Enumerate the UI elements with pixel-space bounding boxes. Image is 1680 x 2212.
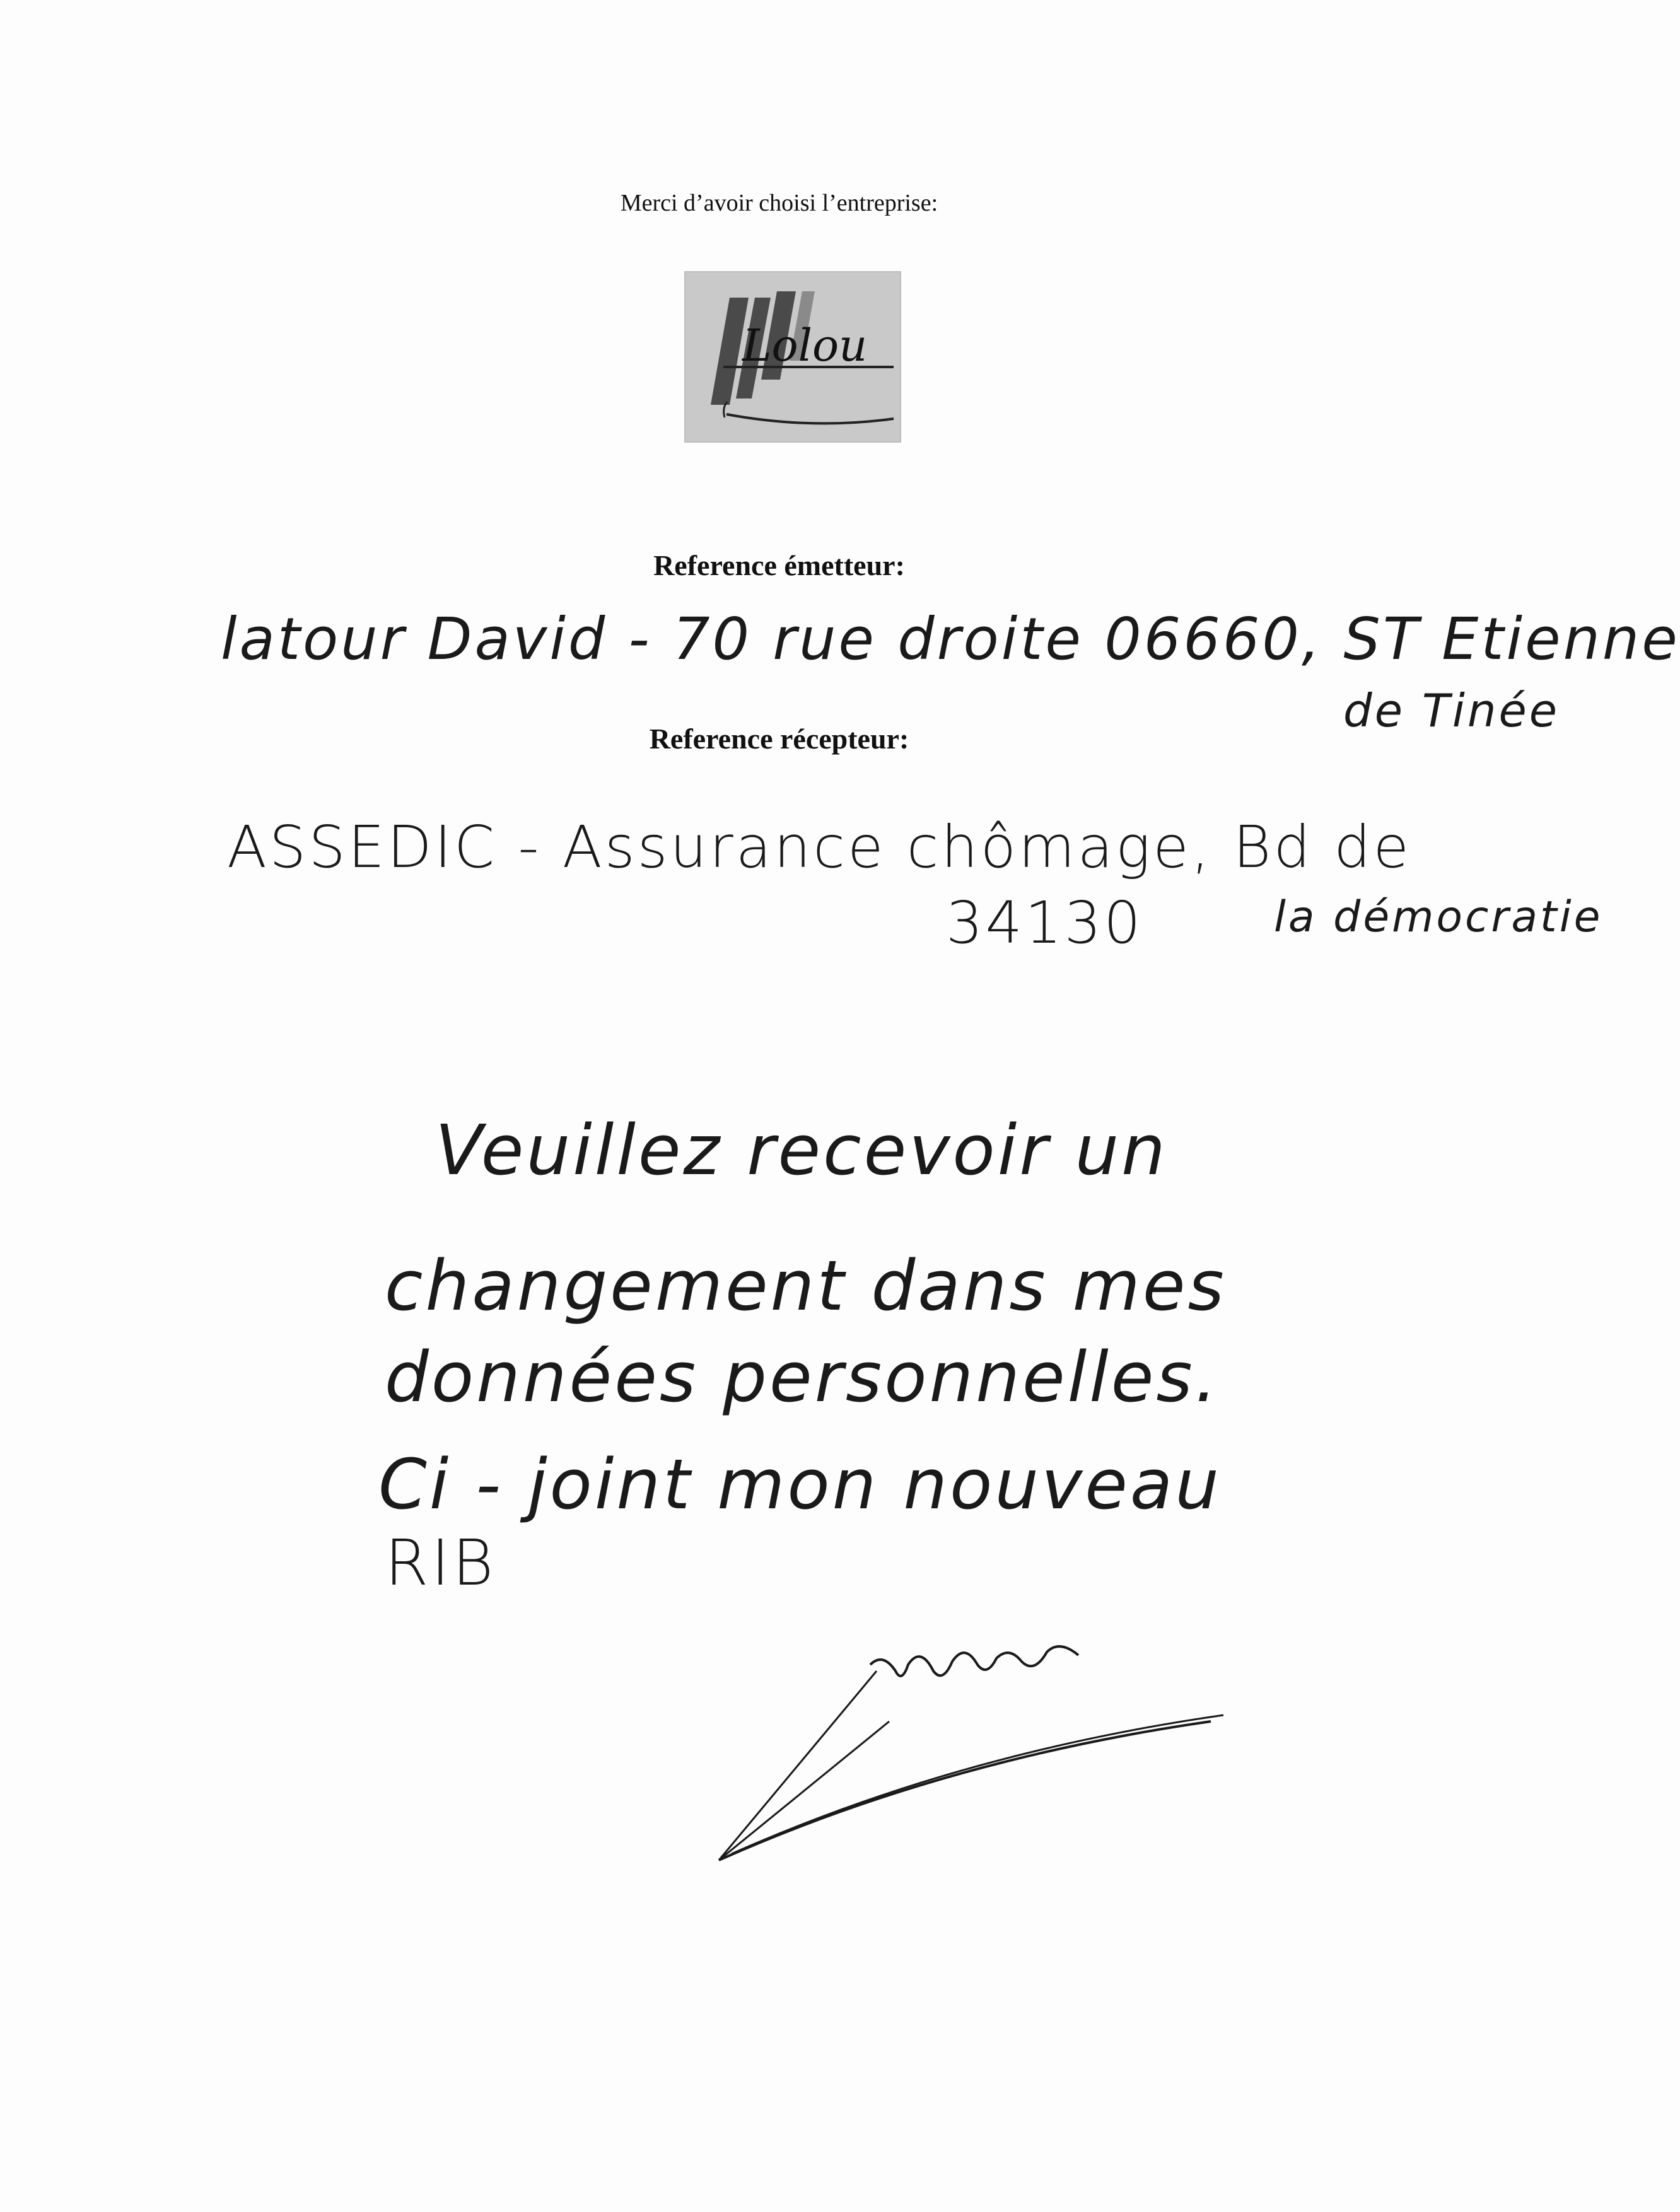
receiver-address-line1: ASSEDIC - Assurance chômage, Bd de <box>227 813 1412 881</box>
message-line3: données personnelles. <box>385 1337 1220 1417</box>
message-line4: Ci - joint mon nouveau <box>378 1444 1222 1525</box>
emitter-address-line2: de Tinée <box>1343 684 1560 737</box>
receiver-postcode: 34130 <box>946 889 1143 957</box>
receiver-heading: Reference récepteur: <box>649 723 909 755</box>
receiver-street: la démocratie <box>1274 892 1603 942</box>
message-line1: Veuillez recevoir un <box>435 1110 1168 1190</box>
company-logo <box>684 271 901 443</box>
logo-graphic <box>685 272 900 441</box>
emitter-heading: Reference émetteur: <box>653 549 905 581</box>
intro-text: Merci d’avoir choisi l’entreprise: <box>620 190 938 216</box>
message-line2: changement dans mes <box>385 1245 1227 1326</box>
emitter-address-line1: latour David - 70 rue droite 06660, ST Etienne <box>221 605 1680 673</box>
message-line5: RIB <box>385 1526 496 1600</box>
logo-text: Lolou <box>742 320 868 371</box>
signature <box>694 1627 1261 1892</box>
